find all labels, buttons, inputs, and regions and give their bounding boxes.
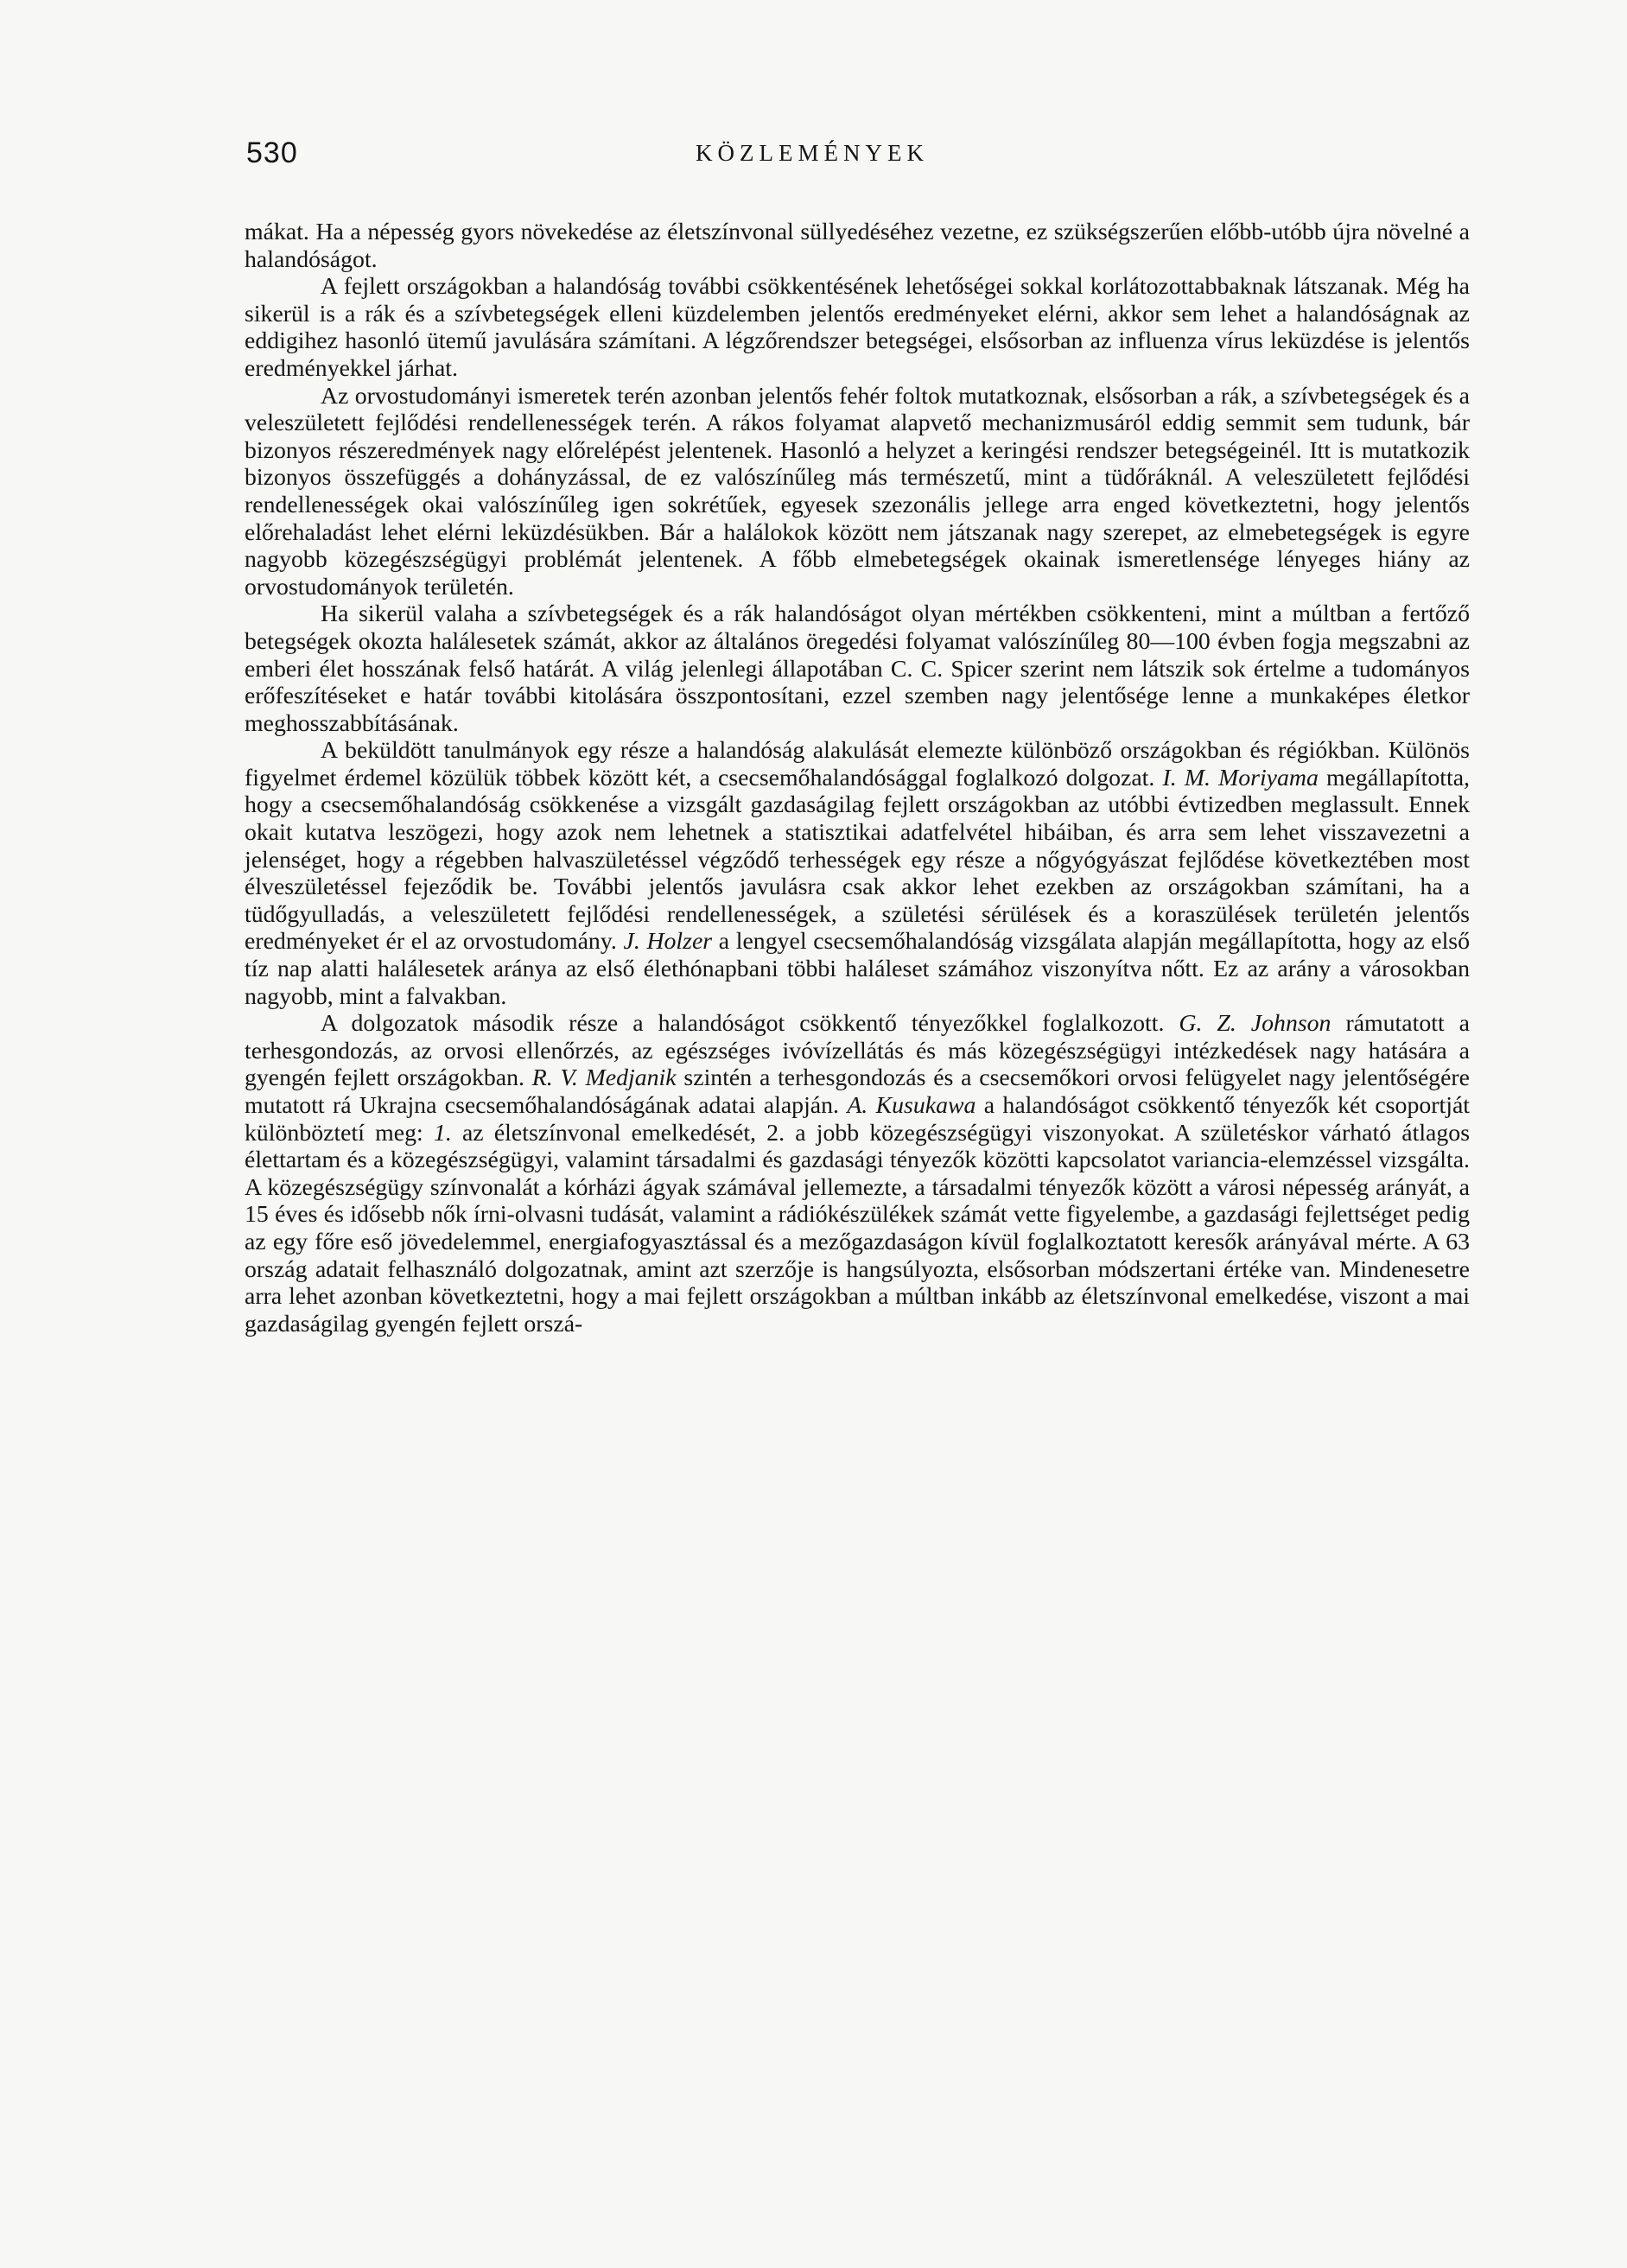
- text-run: szintén a terhesgondozás és a csecsemőkori orvosi felügyelet nagy jelentőségére mutatott rá Ukrajna csecsemőhalandóságának adatai alapján.: [245, 1064, 1470, 1119]
- paragraph: [245, 219, 1470, 273]
- body-text: [245, 219, 1470, 1337]
- paragraph: [245, 1010, 1470, 1337]
- text-run: Az orvostudományi ismeretek terén azonban jelentős fehér foltok mutatkoznak, elsősorban a rák, a szívbetegségek és a veleszületett fejlődési rendellenességek terén. A rákos folyamat alapvető mechanizmusáról eddig semmit sem tudunk, bár bizonyos részeredmények nagy előrelépést jelentenek. Hasonló a helyzet a keringési rendszer betegségeinél. Itt is mutatkozik bizonyos összefüggés a dohányzással, de ez valószínűleg más természetű, mint a tüdőráknál. A veleszületett fejlődési rendellenességek okai valószínűleg igen sokrétűek, egyesek szezonális jellege arra enged következtetni, hogy jelentős előrehaladást lehet elérni leküzdésükben. Bár a halálokok között nem játszanak nagy szerepet, az elmebetegségek is egyre nagyobb közegészségügyi problémát jelentenek. A főbb elmebetegségek okainak ismeretlensége lényeges hiány az orvostudományok területén.: [245, 382, 1470, 600]
- paragraph: [245, 383, 1470, 601]
- text-run: Ha sikerül valaha a szívbetegségek és a rák halandóságot olyan mértékben csökkenteni, mint a múltban a fertőző betegségek okozta halálesetek számát, akkor az általános öregedési folyamat valószínűleg 80—100 évben fogja megszabni az emberi élet hosszának felső határát. A világ jelenlegi állapotában C. C. Spicer szerint nem látszik sok értelme a tudományos erőfeszítéseket e határ további kitolására összpontosítani, ezzel szemben nagy jelentősége lenne a munkaképes életkor meghosszabbításának.: [245, 600, 1470, 737]
- page-header: [246, 137, 1469, 171]
- text-run: A beküldött tanulmányok egy része a halandóság alakulását elemezte különböző országokban és régiókban. Különös figyelmet érdemel közülük többek között két, a csecsemőhalandósággal foglalkozó dolgozat.: [245, 737, 1470, 791]
- author-name: I. M. Moriyama: [1162, 764, 1319, 791]
- text-run: A dolgozatok második része a halandóságot csökkentő tényezőkkel foglalkozott.: [321, 1010, 1179, 1038]
- author-name: J. Holzer: [623, 928, 713, 956]
- text-run: a halandóságot csökkentő tényezők két csoportját különböztetí meg:: [245, 1092, 1471, 1147]
- author-name: G. Z. Johnson: [1179, 1010, 1331, 1038]
- paragraph: [245, 273, 1470, 382]
- text-run: rámutatott a terhesgondozás, az orvosi ellenőrzés, az egészséges ivóvízellátás és más közegészségügyi intézkedések nagy hatására a gyengén fejlett országokban.: [245, 1010, 1471, 1092]
- page-number: 530: [246, 137, 298, 169]
- text-run: mákat. Ha a népesség gyors növekedése az életszínvonal süllyedéséhez vezetne, ez szükségszerűen előbb-utóbb újra növelné a halandóságot.: [245, 219, 1470, 273]
- author-name: 1.: [433, 1119, 452, 1147]
- text-run: A fejlett országokban a halandóság további csökkentésének lehetőségei sokkal korlátozottabbaknak látszanak. Még ha sikerül is a rák és a szívbetegségek elleni küzdelemben jelentős eredményeket elérni, akkor sem lehet a halandóságnak az eddigihez hasonló ütemű javulására számítani. A légzőrendszer betegségei, elsősorban az influenza vírus leküzdése is jelentős eredményekkel járhat.: [245, 273, 1470, 382]
- paragraph: [245, 737, 1470, 1010]
- author-name: R. V. Medjanik: [531, 1064, 677, 1092]
- running-title: KÖZLEMÉNYEK: [696, 140, 929, 166]
- text-run: megállapította, hogy a csecsemőhalandóság csökkenése a vizsgált gazdaságilag fejlett országokban az utóbbi évtizedben meglassult. Ennek okait kutatva leszögezi, hogy azok nem lehetnek a statisztikai adatfelvétel hibáiban, és arra sem lehet visszavezetni a jelenséget, hogy a régebben halvaszületéssel végződő terhességek egy része a nőgyógyászat fejlődése következtében most élveszületéssel fejeződik be. További jelentős javulásra csak akkor lehet ezekben az országokban számítani, ha a tüdőgyulladás, a veleszületett fejlődési rendellenességek, a születési sérülések és a koraszülések területén jelentős eredményeket ér el az orvostudomány.: [245, 764, 1471, 956]
- author-name: A. Kusukawa: [847, 1092, 976, 1119]
- paragraph: [245, 600, 1470, 737]
- text-run: a lengyel csecsemőhalandóság vizsgálata alapján megállapította, hogy az első tíz nap alatti halálesetek aránya az első élethónapbani többi haláleset számához viszonyítva nőtt. Ez az arány a városokban nagyobb, mint a falvakban.: [245, 928, 1471, 1010]
- text-run: az életszínvonal emelkedését, 2. a jobb közegészségügyi viszonyokat. A születéskor várható átlagos élettartam és a közegészségügyi, valamint társadalmi és gazdasági tényezők közötti kapcsolatot variancia-elemzéssel vizsgálta. A közegészségügy színvonalát a kórházi ágyak számával jellemezte, a társadalmi tényezők között a városi népesség arányát, a 15 éves és idősebb nők írni-olvasni tudását, valamint a rádiókészülékek számát vette figyelembe, a gazdasági fejlettséget pedig az egy főre eső jövedelemmel, energiafogyasztással és a mezőgazdaságon kívül foglalkoztatott keresők arányával mérte. A 63 ország adatait felhasználó dolgozatnak, amint azt szerzője is hangsúlyozta, elsősorban módszertani értéke van. Mindenesetre arra lehet azonban következtetni, hogy a mai fejlett országokban a múltban inkább az életszínvonal emelkedése, viszont a mai gazdaságilag gyengén fejlett orszá-: [245, 1119, 1471, 1337]
